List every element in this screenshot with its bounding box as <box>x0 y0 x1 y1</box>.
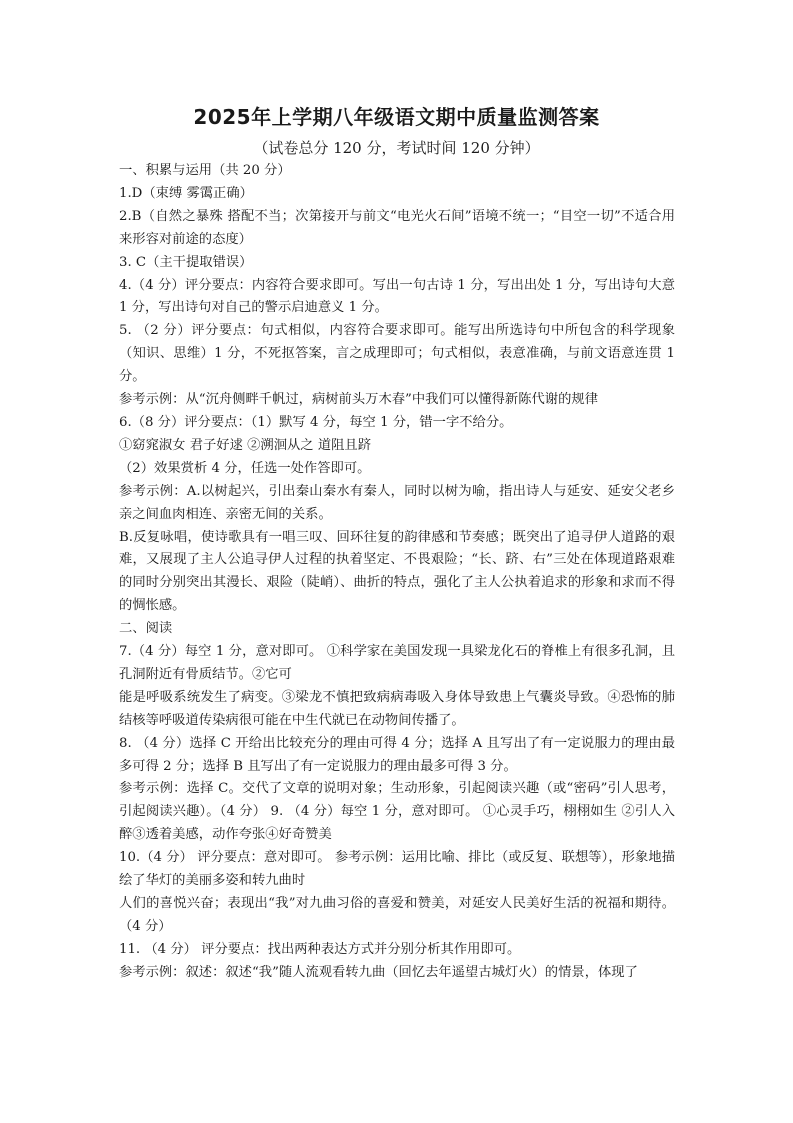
document-body <box>119 160 675 985</box>
answer-q6: 6.（8 分）评分要点：（1）默写 4 分，每空 1 分，错一字不给分。 <box>119 414 513 430</box>
answer-q6-recite: ①窈窕淑女 君子好逑 ②溯洄从之 道阻且跻 <box>119 437 372 453</box>
answer-q4: 4.（4 分）评分要点：内容符合要求即可。写出一句古诗 1 分，写出出处 1 分，写出诗句大意 1 分，写出诗句对自己的警示启迪意义 1 分。 <box>119 277 675 316</box>
section-heading-1: 一、积累与运用（共 20 分） <box>119 163 291 178</box>
answer-q11-example: 参考示例：叙述：叙述“我”随人流观看转九曲（回忆去年遥望古城灯火）的情景，体现了 <box>119 964 638 980</box>
answer-q6-example-a: 参考示例：A.以树起兴，引出秦山秦水有秦人，同时以树为喻，指出诗人与延安、延安父老乡亲之间血肉相连、亲密无间的关系。 <box>119 483 675 522</box>
answer-q11: 11. （4 分） 评分要点：找出两种表达方式并分别分析其作用即可。 <box>119 941 521 957</box>
answer-q2: 2.B（自然之暴殊 搭配不当；次第接开与前文“电光火石间”语境不统一；“目空一切”不适合用来形容对前途的态度） <box>119 208 675 247</box>
answer-q6-part2: （2）效果赏析 4 分，任选一处作答即可。 <box>119 460 371 476</box>
answer-q8-q9: 参考示例：选择 C。交代了文章的说明对象；生动形象，引起阅读兴趣（或“密码”引人思考，引起阅读兴趣）。（4 分） 9. （4 分）每空 1 分，意对即可。 ①心灵手巧，栩栩如生 ②引人入醉③透着美感，动作夸张④好奇赞美 <box>119 781 675 843</box>
answer-q7-cont: 能是呼吸系统发生了病变。③梁龙不慎把致病病毒吸入身体导致患上气囊炎导致。④恐怖的肺结核等呼吸道传染病很可能在中生代就已在动物间传播了。 <box>119 689 675 728</box>
answer-q10-cont: 人们的喜悦兴奋；表现出“我”对九曲习俗的喜爱和赞美，对延安人民美好生活的祝福和期待。（4 分） <box>119 896 675 934</box>
document-title: 2025年上学期八年级语文期中质量监测答案 <box>193 105 600 129</box>
answer-q10: 10.（4 分） 评分要点：意对即可。 参考示例：运用比喻、排比（或反复、联想等），形象地描绘了华灯的美丽多姿和转九曲时 <box>119 850 675 889</box>
answer-q7: 7.（4 分）每空 1 分，意对即可。 ①科学家在美国发现一具梁龙化石的脊椎上有很多孔洞，且孔洞附近有骨质结节。②它可 <box>119 644 675 682</box>
answer-q6-example-b: B.反复咏唱，使诗歌具有一唱三叹、回环往复的韵律感和节奏感；既突出了追寻伊人道路的艰难，又展现了主人公追寻伊人过程的执着坚定、不畏艰险；“长、跻、右”三处在体现道路艰难的同时分别突出其漫长、艰险（陡峭）、曲折的特点，强化了主人公执着追求的形象和求而不得的惆怅感。 <box>119 529 675 614</box>
answer-q5: 5. （2 分）评分要点：句式相似，内容符合要求即可。能写出所选诗句中所包含的科学现象（知识、思维）1 分，不死抠答案，言之成理即可；句式相似，表意准确，与前文语意连贯 1 分。 <box>119 323 675 385</box>
document-subtitle: （试卷总分 120 分，考试时间 120 分钟） <box>253 139 540 157</box>
section-heading-2: 二、阅读 <box>119 621 173 637</box>
answer-q5-example: 参考示例：从“沉舟侧畔千帆过，病树前头万木春”中我们可以懂得新陈代谢的规律 <box>119 392 598 408</box>
answer-q3: 3. C（主干提取错误） <box>119 254 253 270</box>
answer-q8: 8. （4 分）选择 C 开给出比较充分的理由可得 4 分；选择 A 且写出了有一定说服力的理由最多可得 2 分；选择 B 且写出了有一定说服力的理由最多可得 3 分。 <box>119 735 675 774</box>
answer-q1: 1.D（束缚 雾霭正确） <box>119 185 253 201</box>
